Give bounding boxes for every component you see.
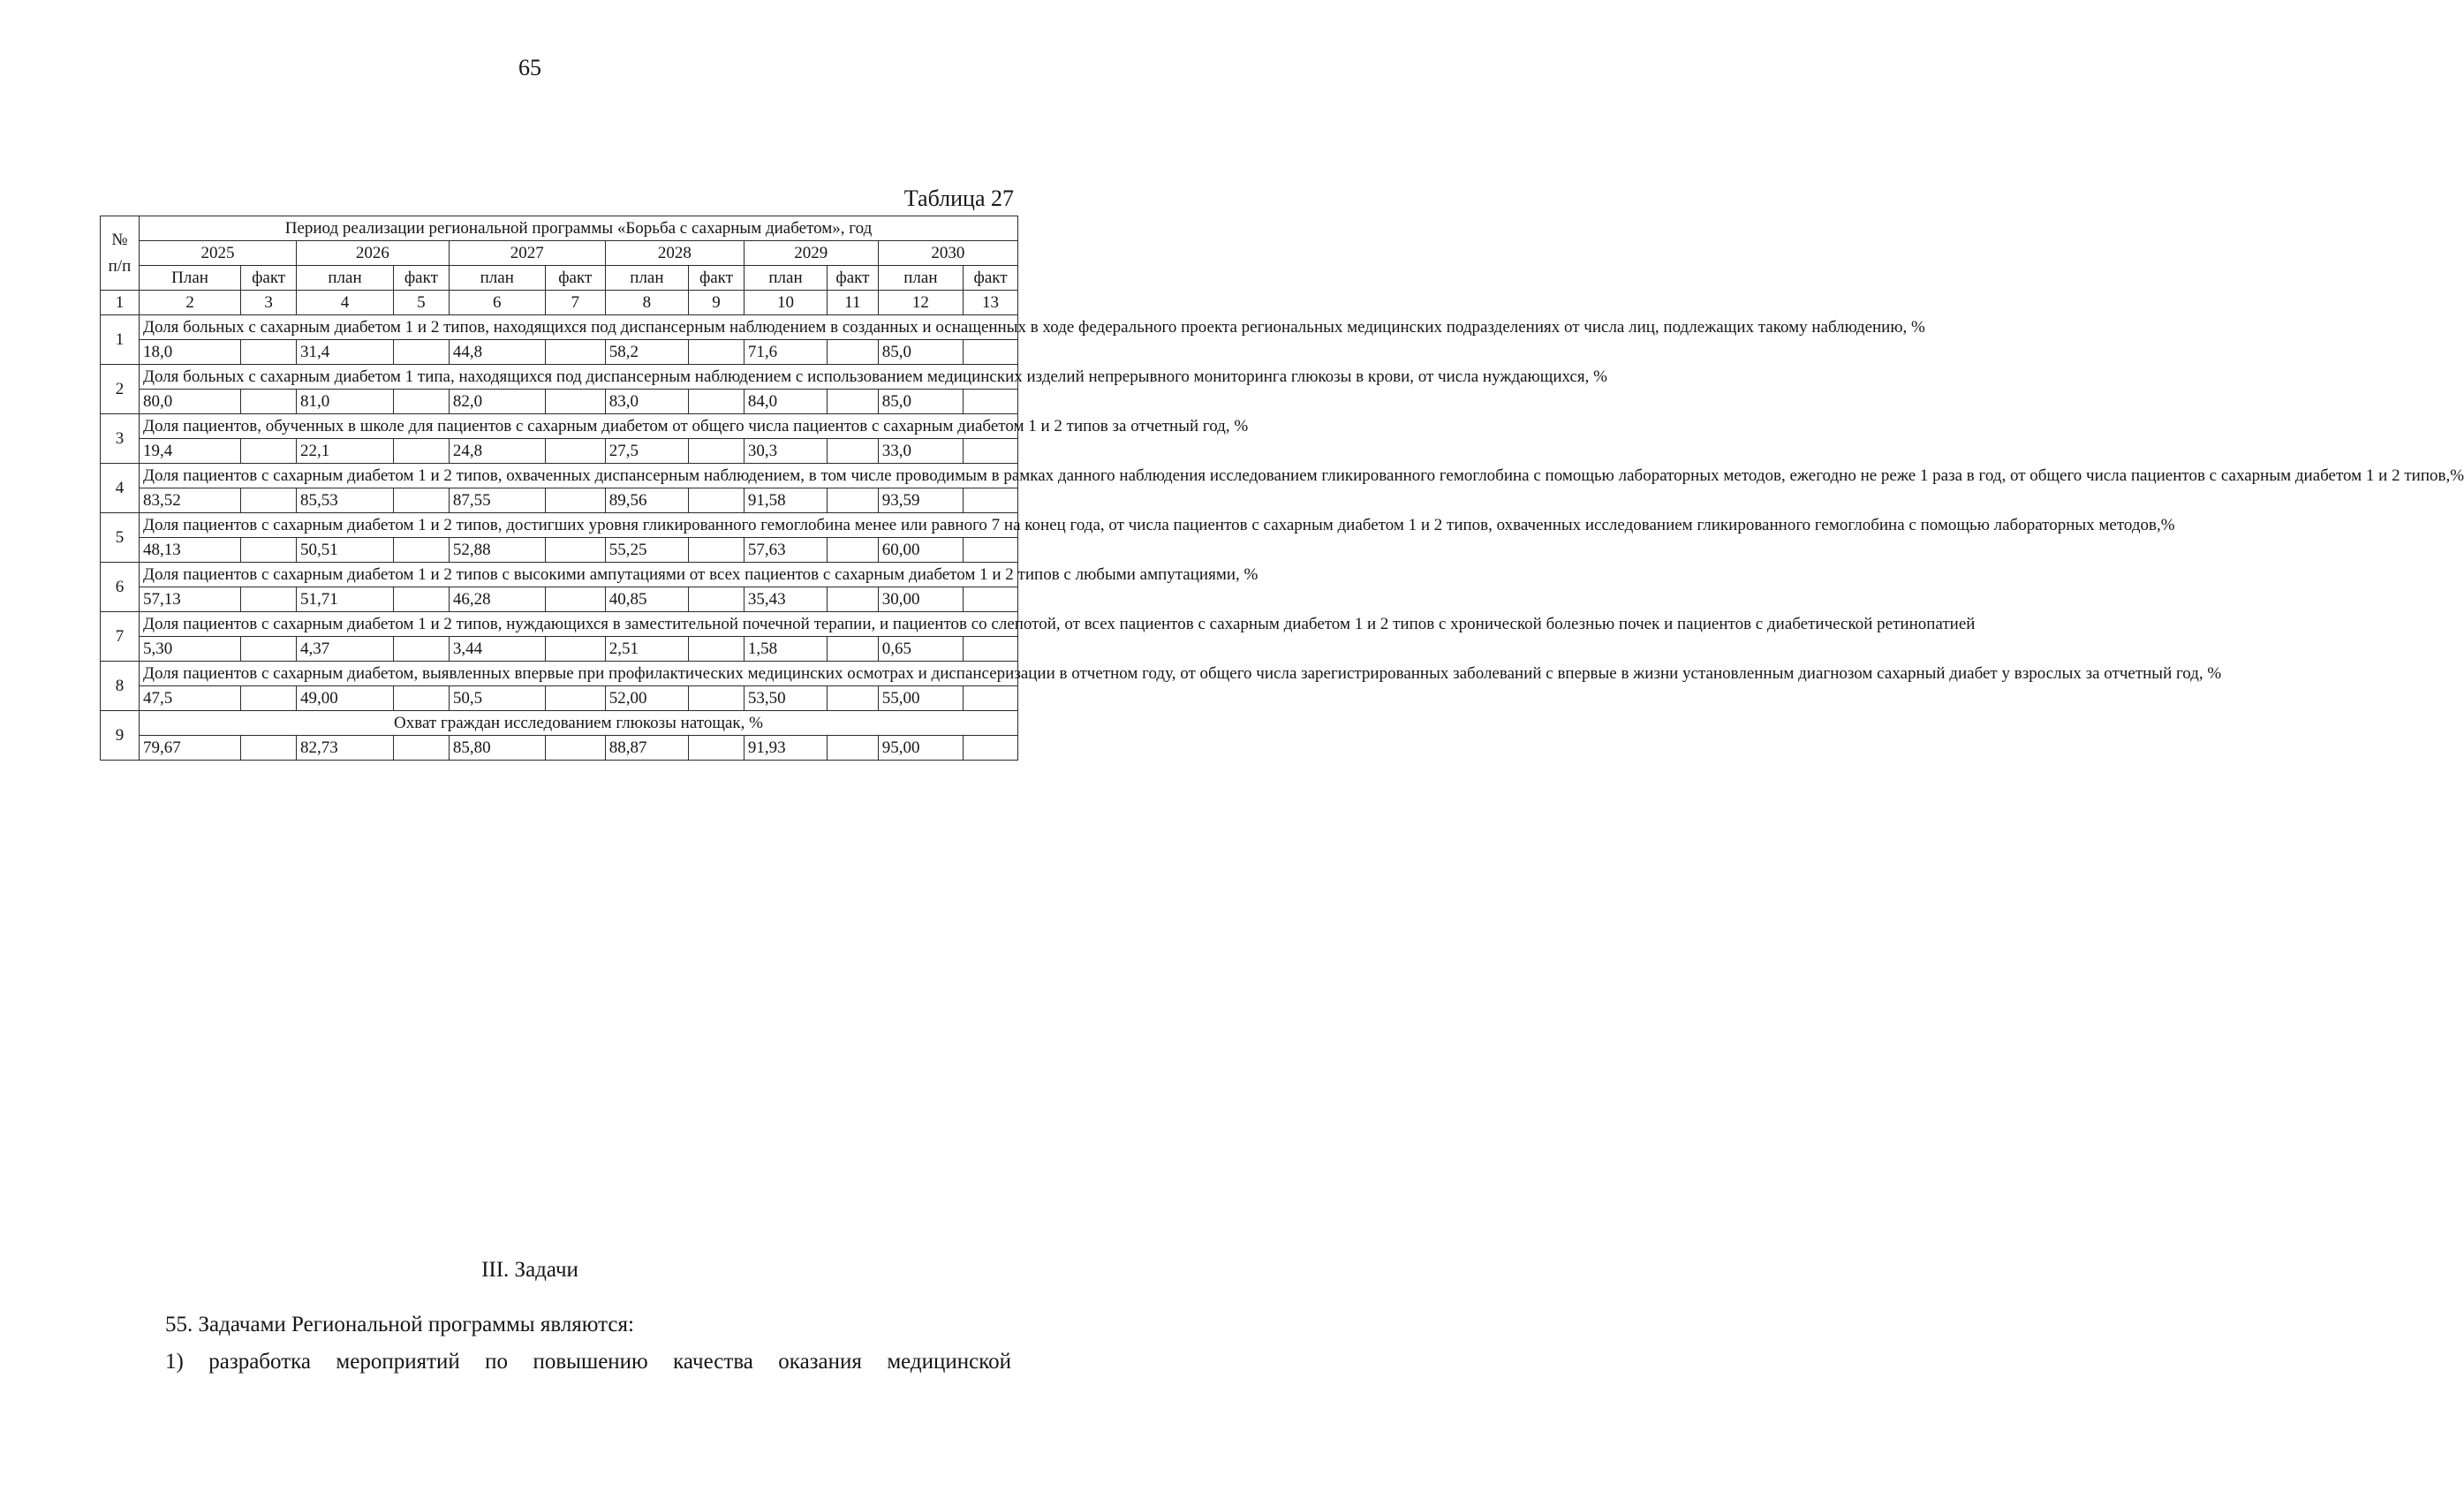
indicator-row bbox=[101, 662, 1018, 686]
plan-fact-header: факт bbox=[964, 266, 1018, 291]
plan-value: 85,0 bbox=[878, 390, 963, 414]
year-header: 2028 bbox=[605, 241, 744, 266]
indicator-values-row bbox=[101, 488, 1018, 513]
fact-value bbox=[241, 736, 297, 761]
fact-value bbox=[393, 340, 449, 365]
fact-value bbox=[241, 340, 297, 365]
header-row-col-numbers bbox=[101, 291, 1018, 315]
plan-fact-header: план bbox=[605, 266, 688, 291]
fact-value bbox=[393, 538, 449, 563]
indicator-row bbox=[101, 365, 1018, 390]
column-number: 13 bbox=[964, 291, 1018, 315]
row-number: 3 bbox=[101, 414, 140, 464]
fact-value bbox=[689, 736, 744, 761]
plan-value: 4,37 bbox=[297, 637, 394, 662]
fact-value bbox=[689, 637, 744, 662]
header-row-plan-fact bbox=[101, 266, 1018, 291]
fact-value bbox=[545, 439, 605, 464]
fact-value bbox=[964, 390, 1018, 414]
indicator-row bbox=[101, 563, 1018, 587]
fact-value bbox=[241, 587, 297, 612]
plan-value: 35,43 bbox=[744, 587, 827, 612]
indicator-description: Доля пациентов с сахарным диабетом 1 и 2 типов, достигших уровня гликированного гемоглобина менее или равного 7 на конец года, от числа пациентов с сахарным диабетом 1 и 2 типов, охваченных исследованием гликированного гемоглобина с помощью лабораторных методов,% bbox=[139, 513, 1017, 538]
fact-value bbox=[689, 686, 744, 711]
indicator-description: Доля больных с сахарным диабетом 1 типа, находящихся под диспансерным наблюдением с использованием медицинских изделий непрерывного мониторинга глюкозы в крови, от числа нуждающихся, % bbox=[139, 365, 1017, 390]
fact-value bbox=[689, 439, 744, 464]
indicator-values-row bbox=[101, 538, 1018, 563]
fact-value bbox=[241, 538, 297, 563]
fact-value bbox=[241, 439, 297, 464]
plan-value: 51,71 bbox=[297, 587, 394, 612]
fact-value bbox=[393, 686, 449, 711]
column-number: 7 bbox=[545, 291, 605, 315]
plan-value: 91,93 bbox=[744, 736, 827, 761]
row-number: 7 bbox=[101, 612, 140, 662]
plan-value: 18,0 bbox=[139, 340, 240, 365]
fact-value bbox=[828, 340, 879, 365]
row-number: 2 bbox=[101, 365, 140, 414]
indicator-values-row bbox=[101, 340, 1018, 365]
column-number: 10 bbox=[744, 291, 827, 315]
fact-value bbox=[689, 390, 744, 414]
year-header: 2027 bbox=[449, 241, 605, 266]
year-header: 2030 bbox=[878, 241, 1017, 266]
plan-value: 85,80 bbox=[449, 736, 545, 761]
column-number: 4 bbox=[297, 291, 394, 315]
plan-value: 52,88 bbox=[449, 538, 545, 563]
plan-fact-header: факт bbox=[828, 266, 879, 291]
column-number: 11 bbox=[828, 291, 879, 315]
table-caption: Таблица 27 bbox=[903, 185, 1014, 211]
plan-value: 58,2 bbox=[605, 340, 688, 365]
fact-value bbox=[393, 736, 449, 761]
plan-value: 60,00 bbox=[878, 538, 963, 563]
indicator-values-row bbox=[101, 390, 1018, 414]
year-header: 2025 bbox=[139, 241, 296, 266]
col-number-header: № п/п bbox=[101, 216, 140, 291]
plan-value: 79,67 bbox=[139, 736, 240, 761]
plan-value: 95,00 bbox=[878, 736, 963, 761]
row-number: 8 bbox=[101, 662, 140, 711]
fact-value bbox=[964, 637, 1018, 662]
row-number: 1 bbox=[101, 315, 140, 365]
fact-value bbox=[689, 538, 744, 563]
plan-value: 22,1 bbox=[297, 439, 394, 464]
row-number: 6 bbox=[101, 563, 140, 612]
period-header: Период реализации региональной программы «Борьба с сахарным диабетом», год bbox=[139, 216, 1017, 241]
plan-value: 44,8 bbox=[449, 340, 545, 365]
section-heading: III. Задачи bbox=[481, 1258, 578, 1282]
plan-value: 57,63 bbox=[744, 538, 827, 563]
plan-value: 55,25 bbox=[605, 538, 688, 563]
plan-value: 0,65 bbox=[878, 637, 963, 662]
indicator-values-row bbox=[101, 439, 1018, 464]
column-number: 3 bbox=[241, 291, 297, 315]
fact-value bbox=[393, 439, 449, 464]
plan-fact-header: план bbox=[744, 266, 827, 291]
plan-value: 50,51 bbox=[297, 538, 394, 563]
page-number: 65 bbox=[518, 55, 541, 80]
plan-value: 93,59 bbox=[878, 488, 963, 513]
fact-value bbox=[393, 390, 449, 414]
paragraph-task-1: 1) разработка мероприятий по повышению качества оказания медицинской bbox=[165, 1350, 1011, 1374]
fact-value bbox=[964, 340, 1018, 365]
fact-value bbox=[545, 637, 605, 662]
plan-value: 53,50 bbox=[744, 686, 827, 711]
fact-value bbox=[828, 736, 879, 761]
paragraph-tasks-intro: 55. Задачами Региональной программы являются: bbox=[165, 1313, 634, 1336]
fact-value bbox=[545, 736, 605, 761]
plan-fact-header: факт bbox=[241, 266, 297, 291]
plan-fact-header: план bbox=[297, 266, 394, 291]
indicator-values-row bbox=[101, 686, 1018, 711]
plan-value: 82,73 bbox=[297, 736, 394, 761]
table-body bbox=[101, 216, 2464, 761]
plan-value: 71,6 bbox=[744, 340, 827, 365]
fact-value bbox=[828, 439, 879, 464]
fact-value bbox=[964, 587, 1018, 612]
plan-value: 50,5 bbox=[449, 686, 545, 711]
fact-value bbox=[545, 488, 605, 513]
fact-value bbox=[964, 488, 1018, 513]
fact-value bbox=[689, 340, 744, 365]
column-number: 6 bbox=[449, 291, 545, 315]
indicator-description: Доля пациентов с сахарным диабетом 1 и 2 типов, охваченных диспансерным наблюдением, в том числе проводимым в рамках данного наблюдения исследованием гликированного гемоглобина с помощью лабораторных методов, ежегодно не реже 1 раза в год, от общего числа пациентов с сахарным диабетом 1 и 2 типов,% bbox=[139, 464, 1017, 488]
header-row-years bbox=[101, 241, 1018, 266]
header-row-period bbox=[101, 216, 1018, 241]
fact-value bbox=[241, 488, 297, 513]
plan-fact-header: факт bbox=[689, 266, 744, 291]
indicator-description: Охват граждан исследованием глюкозы натощак, % bbox=[139, 711, 1017, 736]
plan-value: 3,44 bbox=[449, 637, 545, 662]
fact-value bbox=[964, 686, 1018, 711]
plan-value: 88,87 bbox=[605, 736, 688, 761]
plan-value: 87,55 bbox=[449, 488, 545, 513]
column-number: 2 bbox=[139, 291, 240, 315]
fact-value bbox=[545, 340, 605, 365]
plan-fact-header: факт bbox=[393, 266, 449, 291]
indicator-row bbox=[101, 464, 1018, 488]
fact-value bbox=[689, 488, 744, 513]
plan-value: 2,51 bbox=[605, 637, 688, 662]
indicator-row bbox=[101, 711, 1018, 736]
indicator-values-row bbox=[101, 637, 1018, 662]
plan-value: 81,0 bbox=[297, 390, 394, 414]
fact-value bbox=[393, 587, 449, 612]
plan-value: 30,00 bbox=[878, 587, 963, 612]
fact-value bbox=[964, 439, 1018, 464]
indicator-description: Доля пациентов, обученных в школе для пациентов с сахарным диабетом от общего числа пациентов с сахарным диабетом 1 и 2 типов за отчетный год, % bbox=[139, 414, 1017, 439]
fact-value bbox=[241, 686, 297, 711]
plan-value: 85,0 bbox=[878, 340, 963, 365]
row-number: 9 bbox=[101, 711, 140, 761]
plan-value: 49,00 bbox=[297, 686, 394, 711]
plan-fact-header: факт bbox=[545, 266, 605, 291]
indicator-table bbox=[100, 216, 2464, 761]
indicator-values-row bbox=[101, 736, 1018, 761]
fact-value bbox=[545, 538, 605, 563]
column-number: 1 bbox=[101, 291, 140, 315]
plan-value: 55,00 bbox=[878, 686, 963, 711]
plan-fact-header: План bbox=[139, 266, 240, 291]
fact-value bbox=[964, 538, 1018, 563]
plan-fact-header: план bbox=[449, 266, 545, 291]
plan-value: 46,28 bbox=[449, 587, 545, 612]
plan-value: 48,13 bbox=[139, 538, 240, 563]
fact-value bbox=[393, 637, 449, 662]
plan-value: 47,5 bbox=[139, 686, 240, 711]
plan-value: 80,0 bbox=[139, 390, 240, 414]
row-number: 5 bbox=[101, 513, 140, 563]
plan-value: 82,0 bbox=[449, 390, 545, 414]
indicator-row bbox=[101, 315, 1018, 340]
fact-value bbox=[828, 637, 879, 662]
fact-value bbox=[241, 390, 297, 414]
plan-value: 52,00 bbox=[605, 686, 688, 711]
indicator-description: Доля пациентов с сахарным диабетом, выявленных впервые при профилактических медицинских осмотрах и диспансеризации в отчетном году, от общего числа зарегистрированных заболеваний с впервые в жизни установленным диагнозом сахарный диабет у взрослых за отчетный год, % bbox=[139, 662, 1017, 686]
fact-value bbox=[828, 538, 879, 563]
plan-value: 1,58 bbox=[744, 637, 827, 662]
indicator-description: Доля больных с сахарным диабетом 1 и 2 типов, находящихся под диспансерным наблюдением в созданных и оснащенных в ходе федерального проекта региональных медицинских подразделениях от числа лиц, подлежащих такому наблюдению, % bbox=[139, 315, 1017, 340]
plan-value: 91,58 bbox=[744, 488, 827, 513]
fact-value bbox=[828, 587, 879, 612]
plan-value: 31,4 bbox=[297, 340, 394, 365]
column-number: 5 bbox=[393, 291, 449, 315]
plan-value: 19,4 bbox=[139, 439, 240, 464]
plan-value: 83,0 bbox=[605, 390, 688, 414]
fact-value bbox=[545, 686, 605, 711]
plan-value: 40,85 bbox=[605, 587, 688, 612]
fact-value bbox=[393, 488, 449, 513]
indicator-description: Доля пациентов с сахарным диабетом 1 и 2 типов с высокими ампутациями от всех пациентов с сахарным диабетом 1 и 2 типов с любыми ампутациями, % bbox=[139, 563, 1017, 587]
plan-value: 83,52 bbox=[139, 488, 240, 513]
year-header: 2026 bbox=[297, 241, 450, 266]
plan-value: 30,3 bbox=[744, 439, 827, 464]
fact-value bbox=[241, 637, 297, 662]
indicator-row bbox=[101, 513, 1018, 538]
row-number: 4 bbox=[101, 464, 140, 513]
column-number: 9 bbox=[689, 291, 744, 315]
plan-value: 33,0 bbox=[878, 439, 963, 464]
plan-value: 5,30 bbox=[139, 637, 240, 662]
plan-value: 57,13 bbox=[139, 587, 240, 612]
fact-value bbox=[828, 488, 879, 513]
fact-value bbox=[689, 587, 744, 612]
column-number: 12 bbox=[878, 291, 963, 315]
year-header: 2029 bbox=[744, 241, 878, 266]
fact-value bbox=[964, 736, 1018, 761]
fact-value bbox=[545, 587, 605, 612]
column-number: 8 bbox=[605, 291, 688, 315]
indicator-description: Доля пациентов с сахарным диабетом 1 и 2 типов, нуждающихся в заместительной почечной терапии, и пациентов со слепотой, от всех пациентов с сахарным диабетом 1 и 2 типов с хронической болезнью почек и пациентов с диабетической ретинопатией bbox=[139, 612, 1017, 637]
fact-value bbox=[828, 390, 879, 414]
plan-value: 89,56 bbox=[605, 488, 688, 513]
plan-value: 24,8 bbox=[449, 439, 545, 464]
plan-value: 84,0 bbox=[744, 390, 827, 414]
indicator-values-row bbox=[101, 587, 1018, 612]
plan-value: 85,53 bbox=[297, 488, 394, 513]
plan-value: 27,5 bbox=[605, 439, 688, 464]
indicator-row bbox=[101, 612, 1018, 637]
fact-value bbox=[828, 686, 879, 711]
indicator-row bbox=[101, 414, 1018, 439]
fact-value bbox=[545, 390, 605, 414]
plan-fact-header: план bbox=[878, 266, 963, 291]
